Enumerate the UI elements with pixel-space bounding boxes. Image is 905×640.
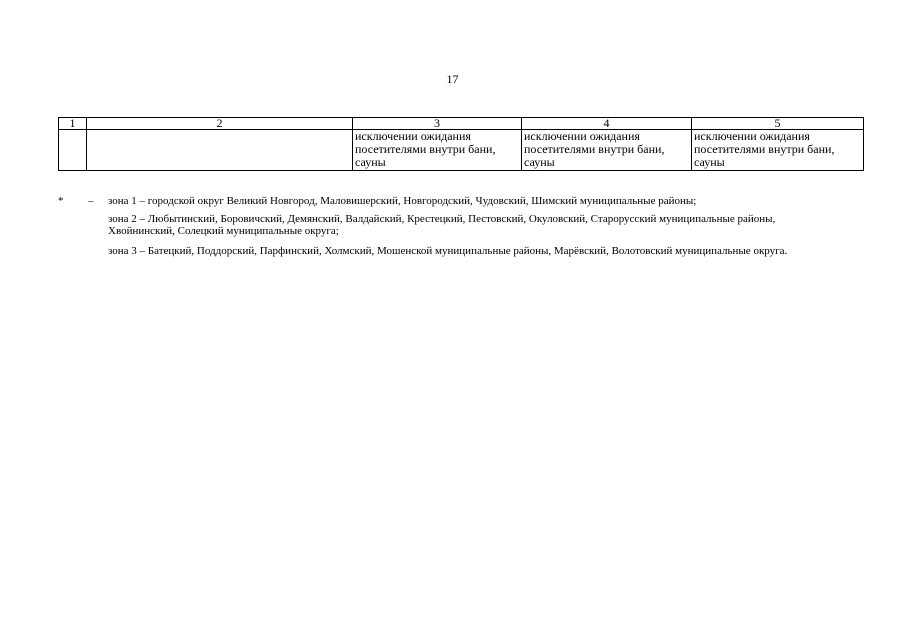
table-cell-3: исключении ожидания посетителями внутри бани, сауны bbox=[353, 130, 522, 171]
column-header-1: 1 bbox=[59, 118, 87, 130]
zone-3-text: зона 3 – Батецкий, Поддорский, Парфинский, Холмский, Мошенской муниципальные районы, Марёвский, Волотовский муниципальные округа. bbox=[108, 245, 788, 257]
zone-2-text: зона 2 – Любытинский, Боровичский, Демянский, Валдайский, Крестецкий, Пестовский, Окуловский, Старорусский муниципальные районы, Хвойнинский, Солецкий муниципальные округа; bbox=[108, 213, 776, 237]
table-cell-1 bbox=[59, 130, 87, 171]
table-row bbox=[59, 130, 864, 171]
column-header-5: 5 bbox=[692, 118, 864, 130]
footnote-asterisk: * bbox=[58, 195, 64, 207]
column-header-2: 2 bbox=[87, 118, 353, 130]
zone-1-text: зона 1 – городской округ Великий Новгород, Маловишерский, Новгородский, Чудовский, Шимский муниципальные районы; bbox=[108, 195, 697, 207]
column-header-3: 3 bbox=[353, 118, 522, 130]
table-cell-4: исключении ожидания посетителями внутри бани, сауны bbox=[522, 130, 692, 171]
table-header-row bbox=[59, 118, 864, 130]
zones-table bbox=[58, 117, 864, 171]
column-header-4: 4 bbox=[522, 118, 692, 130]
footnote-dash: – bbox=[88, 195, 94, 207]
page-number: 17 bbox=[446, 72, 459, 86]
table-cell-2 bbox=[87, 130, 353, 171]
table-cell-5: исключении ожидания посетителями внутри бани, сауны bbox=[692, 130, 864, 171]
